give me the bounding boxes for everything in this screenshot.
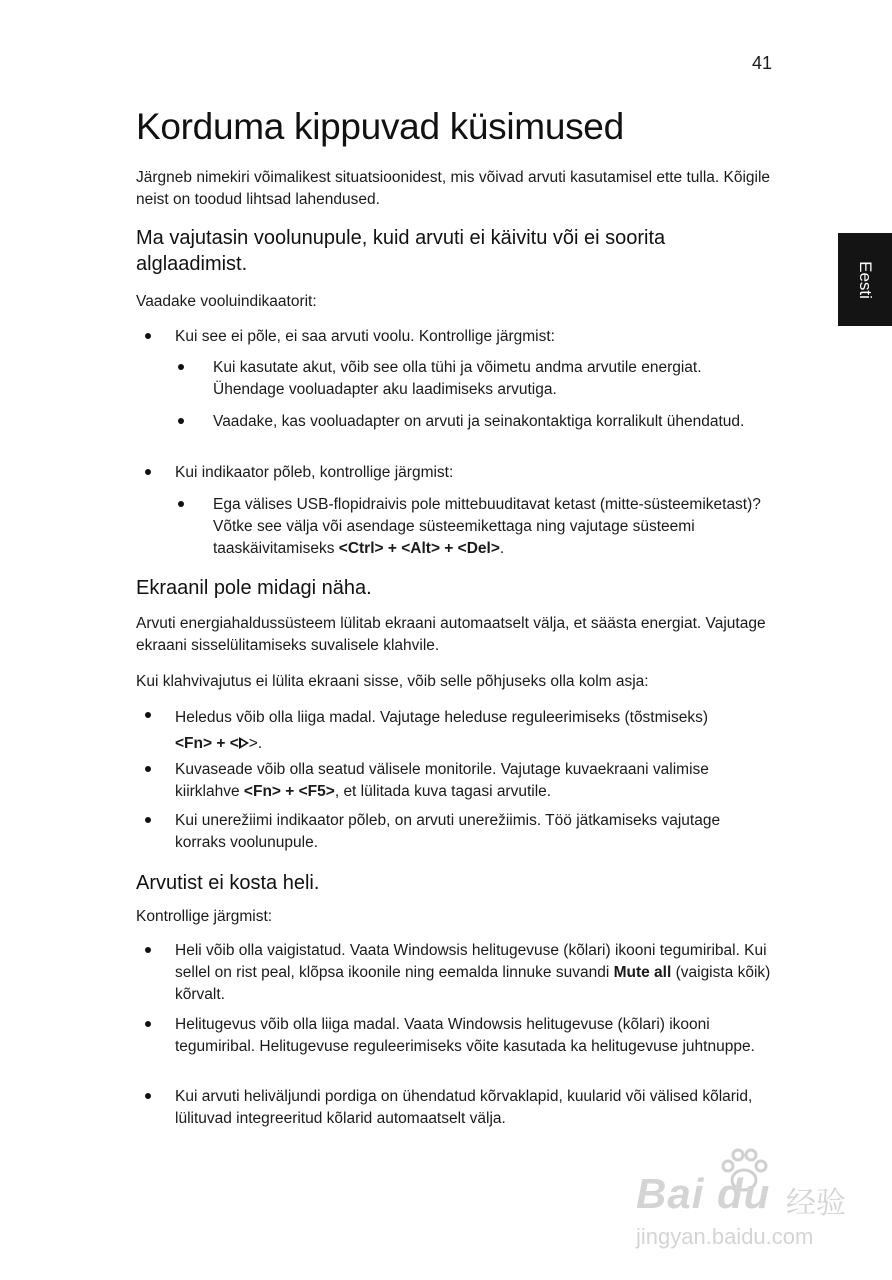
bullet-dot xyxy=(145,817,151,823)
item-text-end: . xyxy=(499,540,505,557)
key-combo: <Fn> + <F5> xyxy=(243,783,335,800)
item-text-end: >. xyxy=(248,735,263,752)
paragraph: Kui klahvivajutus ei lülita ekraani sisse, võib selle põhjuseks olla kolm asja: xyxy=(136,673,649,690)
bullet-dot xyxy=(145,766,151,772)
section-heading-screen: Ekraanil pole midagi näha. xyxy=(136,577,372,599)
paragraph: Arvuti energiahaldussüsteem lülitab ekraani automaatselt välja, et säästa energiat. Vajutage ekraani sisselülitamiseks suvalisele klahvile. xyxy=(136,615,766,654)
bullet-dot xyxy=(178,501,184,507)
list-item xyxy=(175,705,775,757)
item-text: Ega välises USB-flopidraivis pole mittebuuditavat ketast (mitte-süsteemiketast)? Võtke see välja või asendage süsteemikettaga ning vajutage süsteemi taaskäivitamiseks xyxy=(213,496,761,557)
language-tab xyxy=(838,233,892,326)
list-item xyxy=(175,940,775,1006)
key-plus: + < xyxy=(212,735,239,752)
watermark-logo: Bai du xyxy=(636,1170,771,1217)
bullet-dot xyxy=(145,1093,151,1099)
item-text-end: , et lülitada kuva tagasi arvutile. xyxy=(334,783,552,800)
bullet-dot xyxy=(145,333,151,339)
watermark xyxy=(636,1140,846,1250)
page-number: 41 xyxy=(752,53,773,73)
language-tab-label: Eesti xyxy=(856,260,875,299)
section-heading-sound: Arvutist ei kosta heli. xyxy=(136,872,320,894)
list-item: Vaadake, kas vooluadapter on arvuti ja seinakontaktiga korralikult ühendatud. xyxy=(213,413,745,430)
section-lead-sound: Kontrollige järgmist: xyxy=(136,908,273,925)
list-item: Kui see ei põle, ei saa arvuti voolu. Kontrollige järgmist: xyxy=(175,328,555,345)
list-item: Kui unerežiimi indikaator põleb, on arvuti unerežiimis. Töö jätkamiseks vajutage korraks voolunupule. xyxy=(175,812,721,851)
watermark-cn: 经验 xyxy=(786,1187,846,1220)
watermark-url: jingyan.baidu.com xyxy=(636,1224,814,1249)
bullet-dot xyxy=(178,364,184,370)
list-item: Kui arvuti heliväljundi pordiga on ühendatud kõrvaklapid, kuularid või välised kõlarid, lülituvad integreeritud kõlarid automaatselt välja. xyxy=(175,1088,753,1127)
bullet-dot xyxy=(145,469,151,475)
section-lead-power: Vaadake vooluindikaatorit: xyxy=(136,293,317,310)
item-text: Heledus võib olla liiga madal. Vajutage heleduse reguleerimiseks (tõstmiseks) xyxy=(175,709,709,726)
item-text: Kuvaseade võib olla seatud välisele monitorile. Vajutage kuvaekraani valimise kiirklahve xyxy=(175,761,709,800)
bullet-dot xyxy=(145,947,151,953)
list-item: Kui indikaator põleb, kontrollige järgmist: xyxy=(175,464,454,481)
bullet-dot xyxy=(145,1021,151,1027)
section-heading-power: Ma vajutasin voolunupule, kuid arvuti ei käivitu või ei soorita alglaadimist. xyxy=(136,227,666,275)
key-fn: <Fn> xyxy=(175,735,213,752)
list-item: Helitugevus võib olla liiga madal. Vaata Windowsis helitugevuse (kõlari) ikooni tegumiribal. Helitugevuse reguleerimiseks võite kasutada ka helitugevuse juhtnuppe. xyxy=(175,1016,755,1055)
list-item xyxy=(175,759,775,803)
item-text-end: (vaigista kõik) kõrvalt. xyxy=(175,964,771,1003)
item-text: Heli võib olla vaigistatud. Vaata Windowsis helitugevuse (kõlari) ikooni tegumiribal. Kui sellel on rist peal, klõpsa ikoonile ning eemalda linnuke suvandi xyxy=(175,942,767,981)
key-combo: <Ctrl> + <Alt> + <Del> xyxy=(338,540,500,557)
bullet-dot xyxy=(145,712,151,718)
bold-option: Mute all xyxy=(613,964,672,981)
list-item: Kui kasutate akut, võib see olla tühi ja võimetu andma arvutile energiat. Ühendage vooluadapter aku laadimiseks arvutiga. xyxy=(213,359,702,398)
intro-paragraph: Järgneb nimekiri võimalikest situatsioonidest, mis võivad arvuti kasutamisel ette tulla. Kõigile neist on toodud lihtsad lahendused. xyxy=(136,169,771,208)
page-title: Korduma kippuvad küsimused xyxy=(136,106,624,147)
triangle-right-icon xyxy=(239,737,249,749)
list-item xyxy=(213,494,773,560)
bullet-dot xyxy=(178,418,184,424)
